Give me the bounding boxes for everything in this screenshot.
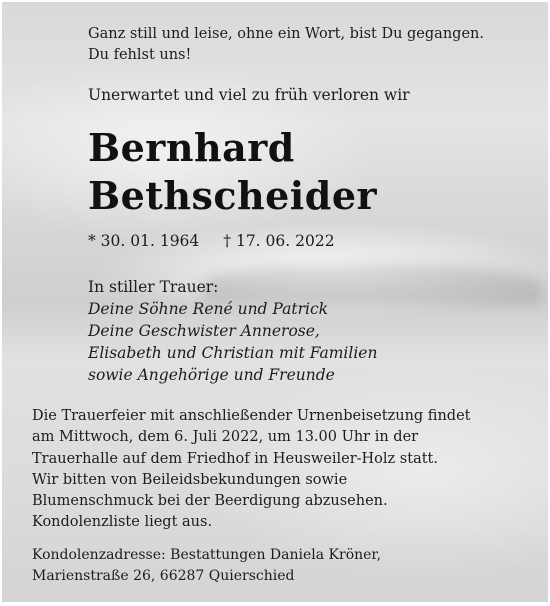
condolence-address xyxy=(32,545,548,587)
ceremony-line: Kondolenzliste liegt aus. xyxy=(32,514,213,531)
intro-text: Unerwartet und viel zu früh verloren wir xyxy=(88,86,410,104)
obituary-notice xyxy=(2,2,548,602)
ceremony-details xyxy=(32,406,548,534)
ceremony-line: Blumenschmuck bei der Beerdigung abzusehen. xyxy=(32,493,388,510)
ceremony-line: Wir bitten von Beileidsbekundungen sowie xyxy=(32,471,348,488)
birth-date: * 30. 01. 1964 xyxy=(88,232,200,250)
death-date: † 17. 06. 2022 xyxy=(223,232,335,250)
mourner-line: sowie Angehörige und Freunde xyxy=(88,366,335,384)
life-dates xyxy=(88,230,548,252)
quote-line-2: Du fehlst uns! xyxy=(88,47,192,63)
deceased-name xyxy=(88,124,548,220)
address-line-1: Kondolenzadresse: Bestattungen Daniela Kröner, xyxy=(32,547,382,563)
last-name: Bethscheider xyxy=(88,173,378,218)
mourners-heading: In stiller Trauer: xyxy=(88,278,219,296)
ceremony-line: Die Trauerfeier mit anschließender Urnenbeisetzung findet xyxy=(32,408,471,424)
first-name: Bernhard xyxy=(88,125,295,170)
farewell-quote xyxy=(88,24,548,66)
ceremony-line: am Mittwoch, dem 6. Juli 2022, um 13.00 Uhr in der xyxy=(32,429,419,446)
address-line-2: Marienstraße 26, 66287 Quierschied xyxy=(32,568,295,584)
mourner-line: Deine Söhne René und Patrick xyxy=(88,300,329,318)
ceremony-line: Trauerhalle auf dem Friedhof in Heusweiler-Holz statt. xyxy=(32,450,438,467)
quote-line-1: Ganz still und leise, ohne ein Wort, bist Du gegangen. xyxy=(88,26,484,42)
mourners-list xyxy=(88,276,548,386)
mourner-line: Elisabeth und Christian mit Familien xyxy=(88,344,378,362)
mourner-line: Deine Geschwister Annerose, xyxy=(88,322,320,340)
